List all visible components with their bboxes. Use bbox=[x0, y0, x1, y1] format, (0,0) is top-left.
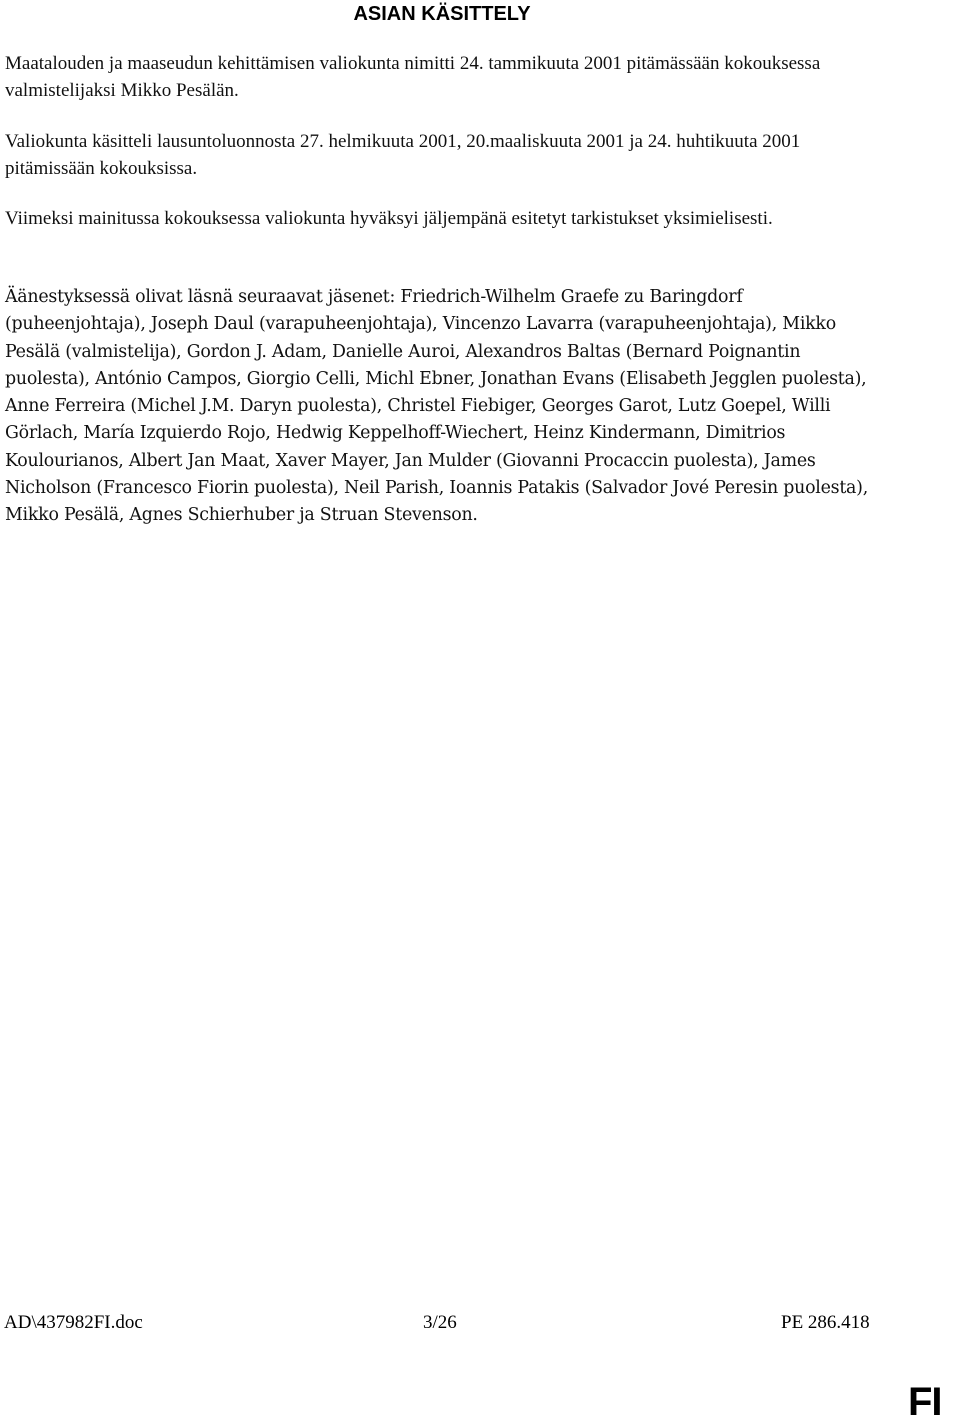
paragraph-adoption: Viimeksi mainitussa kokouksessa valiokunta hyväksyi jäljempänä esitetyt tarkistukset yksimielisesti. bbox=[5, 208, 773, 229]
section-heading: ASIAN KÄSITTELY bbox=[353, 3, 531, 25]
paragraph-rapporteur-appointment: Maatalouden ja maaseudun kehittämisen valiokunta nimitti 24. tammikuuta 2001 pitämässään kokouksessa valmistelijaksi Mikko Pesälän. bbox=[5, 53, 821, 101]
footer-language-code: FI bbox=[908, 1380, 942, 1424]
footer-pe-reference: PE 286.418 bbox=[781, 1312, 870, 1333]
paragraph-meeting-dates: Valiokunta käsitteli lausuntoluonnosta 27. helmikuuta 2001, 20.maaliskuuta 2001 ja 24. huhtikuuta 2001 pitämissään kokouksissa. bbox=[5, 131, 801, 179]
paragraph-members-present: Äänestyksessä olivat läsnä seuraavat jäsenet: Friedrich-Wilhelm Graefe zu Baringdorf (puheenjohtaja), Joseph Daul (varapuheenjohtaja), Vincenzo Lavarra (varapuheenjohtaja), Mikko Pesälä (valmistelija), Gordon J. Adam, Danielle Auroi, Alexandros Baltas (Bernard Poignantin puolesta), António Campos, Giorgio Celli, Michl Ebner, Jonathan Evans (Elisabeth Jegglen puolesta), Anne Ferreira (Michel J.M. Daryn puolesta), Christel Fiebiger, Georges Garot, Lutz Goepel, Willi Görlach, María Izquierdo Rojo, Hedwig Keppelhoff-Wiechert, Heinz Kindermann, Dimitrios Koulourianos, Albert Jan Maat, Xaver Mayer, Jan Mulder (Giovanni Procaccin puolesta), James Nicholson (Francesco Fiorin puolesta), Neil Parish, Ioannis Patakis (Salvador Jové Peresin puolesta), Mikko Pesälä, Agnes Schierhuber ja Struan Stevenson. bbox=[5, 287, 868, 526]
footer-page-number: 3/26 bbox=[423, 1312, 457, 1333]
footer-file-reference: AD\437982FI.doc bbox=[4, 1312, 143, 1333]
